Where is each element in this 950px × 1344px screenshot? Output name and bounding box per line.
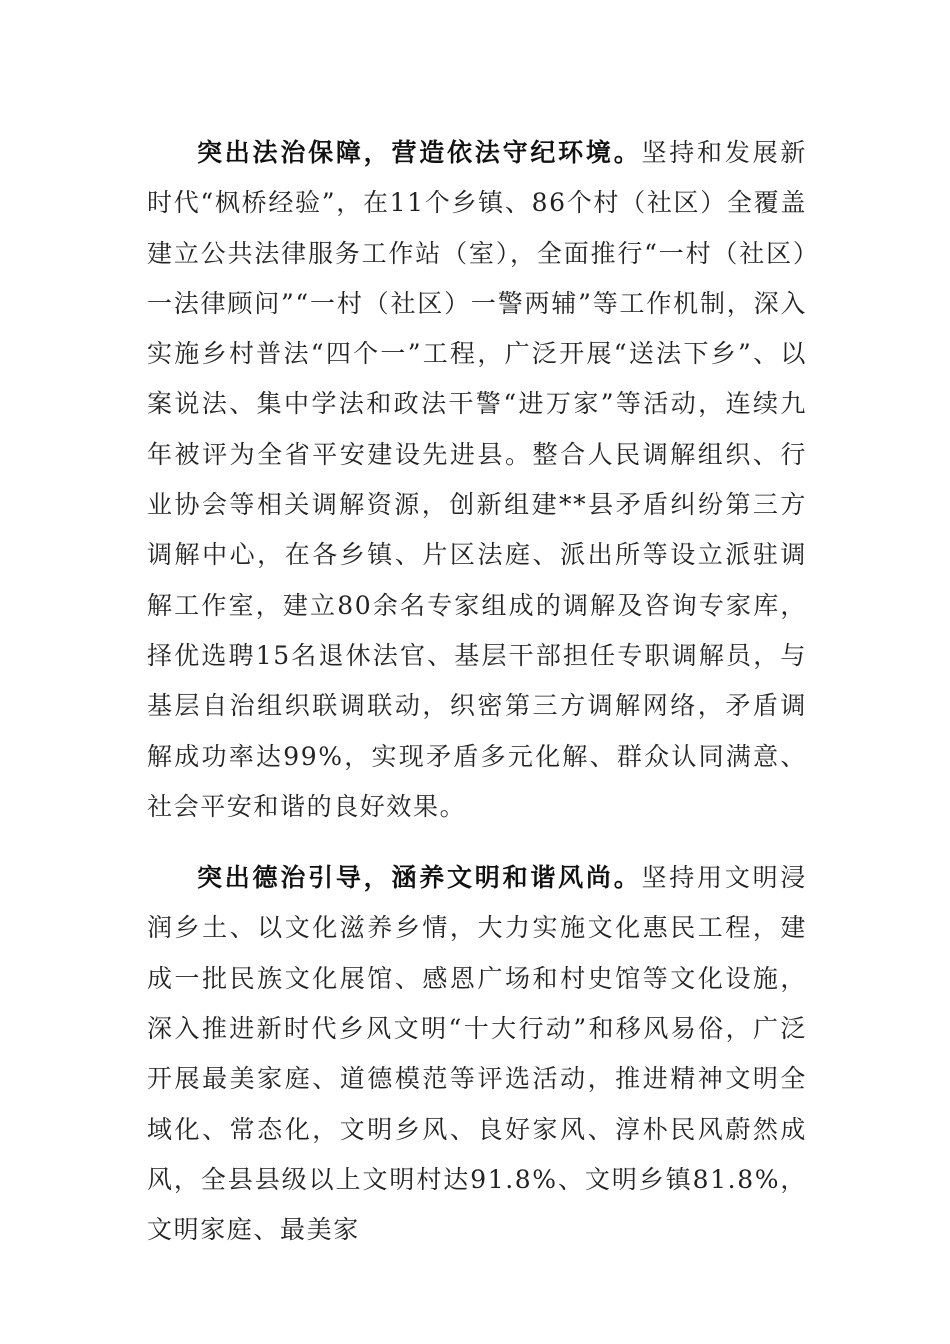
paragraph-text: 坚持和发展新时代“枫桥经验”，在11个乡镇、86个村（社区）全覆盖建立公共法律服务工作站（室），全面推行“一村（社区）一法律顾问”“一村（社区）一警两辅”等工作机制，深入实施乡村普法“四个一”工程，广泛开展“送法下乡”、以案说法、集中学法和政法干警“进万家”等活动，连续九年被评为全省平安建设先进县。整合人民调解组织、行业协会等相关调解资源，创新组建**县矛盾纠纷第三方调解中心，在各乡镇、片区法庭、派出所等设立派驻调解工作室，建立80余名专家组成的调解及咨询专家库，择优选聘15名退休法官、基层干部担任专职调解员，与基层自治组织联调联动，织密第三方调解网络，矛盾调解成功率达99%，实现矛盾多元化解、群众认同满意、社会平安和谐的良好效果。 [147, 138, 807, 821]
paragraph-heading: 突出德治引导，涵养文明和谐风尚。 [197, 863, 642, 893]
document-body [147, 128, 807, 1256]
paragraph-heading: 突出法治保障，营造依法守纪环境。 [197, 138, 642, 167]
paragraph-rule-of-law [147, 128, 807, 832]
paragraph-text: 坚持用文明浸润乡土、以文化滋养乡情，大力实施文化惠民工程，建成一批民族文化展馆、感恩广场和村史馆等文化设施，深入推进新时代乡风文明“十大行动”和移风易俗，广泛开展最美家庭、道德模范等评选活动，推进精神文明全域化、常态化，文明乡风、良好家风、淳朴民风蔚然成风，全县县级以上文明村达91.8%、文明乡镇81.8%，文明家庭、最美家 [147, 863, 807, 1245]
paragraph-rule-of-virtue [147, 853, 807, 1255]
